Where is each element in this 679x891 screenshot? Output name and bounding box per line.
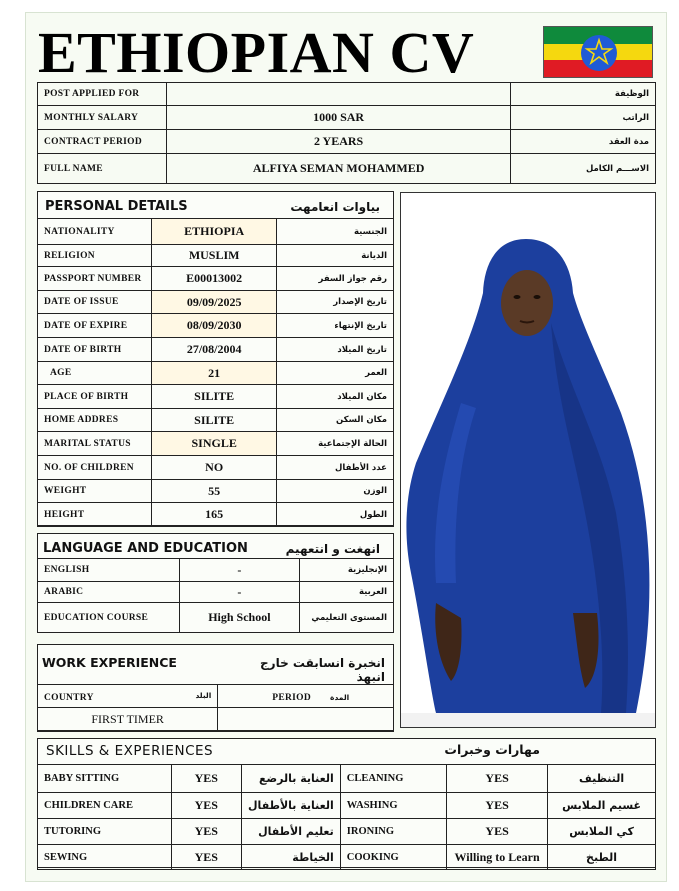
table-row [38,708,394,732]
home-address-label: HOME ADDRES [38,409,152,432]
weight-value: 55 [151,480,276,503]
candidate-photo [400,192,656,728]
table-row [38,385,394,409]
skill-ironing-value: YES [447,819,548,845]
expire-date-value: 08/09/2030 [151,314,276,338]
work-experience-heading: WORK EXPERIENCE [42,655,177,670]
period-ar: المدة [330,692,350,702]
contract-label: CONTRACT PERIOD [38,130,167,154]
country-label: COUNTRY [44,692,94,703]
marital-status-label: MARITAL STATUS [38,432,152,456]
skill-sewing: SEWING [38,845,172,870]
birth-date-label: DATE OF BIRTH [38,338,152,362]
table-row [38,685,394,708]
weight-label: WEIGHT [38,480,152,503]
birth-place-label: PLACE OF BIRTH [38,385,152,409]
table-row [38,765,656,793]
contract-value: 2 YEARS [166,130,510,154]
age-label: AGE [38,362,152,385]
personal-table [37,218,394,527]
skill-washing-value: YES [447,793,548,819]
weight-ar: الوزن [277,480,394,503]
table-row [38,291,394,314]
skill-tutoring: TUTORING [38,819,172,845]
skill-children-care-value: YES [171,793,241,819]
children-ar: عدد الأطفال [277,456,394,480]
english-value: - [179,559,299,582]
arabic-label: ARABIC [38,582,180,603]
table-row [38,245,394,267]
table-row [38,130,656,154]
arabic-value: - [179,582,299,603]
table-row [38,582,394,603]
skill-ironing-ar: كي الملابس [548,819,656,845]
age-ar: العمر [277,362,394,385]
full-name-label: FULL NAME [38,154,167,184]
full-name-value: ALFIYA SEMAN MOHAMMED [166,154,510,184]
birth-place-ar: مكان الميلاد [277,385,394,409]
table-row [38,83,656,106]
height-value: 165 [151,503,276,527]
table-row [38,432,394,456]
education-ar: المستوى التعليمي [300,603,394,633]
birth-date-ar: تاريخ الميلاد [277,338,394,362]
salary-label: MONTHLY SALARY [38,106,167,130]
english-ar: الإنجليزية [300,559,394,582]
table-row [38,338,394,362]
nationality-label: NATIONALITY [38,219,152,245]
education-label: EDUCATION COURSE [38,603,180,633]
work-country-value: FIRST TIMER [38,708,218,732]
table-row [38,603,394,633]
expire-date-ar: تاريخ الإنتهاء [277,314,394,338]
issue-date-label: DATE OF ISSUE [38,291,152,314]
skill-baby-sitting: BABY SITTING [38,765,172,793]
nationality-ar: الجنسية [277,219,394,245]
english-label: ENGLISH [38,559,180,582]
cv-title: ETHIOPIAN CV [38,20,475,85]
religion-label: RELIGION [38,245,152,267]
table-row [38,409,394,432]
issue-date-value: 09/09/2025 [151,291,276,314]
skill-cleaning-ar: التنظيف [548,765,656,793]
religion-ar: الديانة [277,245,394,267]
skill-sewing-ar: الخياطة [242,845,341,870]
religion-value: MUSLIM [151,245,276,267]
expire-date-label: DATE OF EXPIRE [38,314,152,338]
post-applied-value [166,83,510,106]
skill-baby-sitting-ar: العناية بالرضع [242,765,341,793]
skill-tutoring-ar: تعليم الأطفال [242,819,341,845]
period-label: PERIOD [272,692,312,703]
marital-status-value: SINGLE [151,432,276,456]
table-row [38,559,394,582]
height-label: HEIGHT [38,503,152,527]
skills-heading: SKILLS & EXPERIENCES [46,743,214,759]
table-row [38,793,656,819]
table-row [38,819,656,845]
marital-status-ar: الحالة الإجتماعية [277,432,394,456]
personal-details-heading: PERSONAL DETAILS [45,199,188,214]
table-row [38,362,394,385]
issue-date-ar: تاريخ الإصدار [277,291,394,314]
table-row [38,845,656,870]
language-table [37,558,394,633]
table-row [38,503,394,527]
ethiopia-flag-icon [543,26,653,78]
table-row [38,314,394,338]
post-applied-label: POST APPLIED FOR [38,83,167,106]
full-name-ar: الاســـم الكامل [511,154,656,184]
skill-baby-sitting-value: YES [171,765,241,793]
table-row [38,106,656,130]
arabic-ar: العربية [300,582,394,603]
table-row [38,219,394,245]
nationality-value: ETHIOPIA [151,219,276,245]
language-heading: LANGUAGE AND EDUCATION [43,541,248,556]
skill-cleaning: CLEANING [340,765,446,793]
contract-ar: مدة العقد [511,130,656,154]
passport-value: E00013002 [151,267,276,291]
country-ar: البلد [195,690,212,700]
work-period-value [218,708,394,732]
skill-washing-ar: غسيم الملابس [548,793,656,819]
country-header [38,685,218,708]
language-heading-ar: انهغت و انتعهيم [285,542,380,556]
post-applied-ar: الوظيفة [511,83,656,106]
work-table [37,684,394,732]
personal-details-heading-ar: بياوات انعامهت [290,200,380,214]
skills-heading-ar: مهارات وخبرات [444,742,540,757]
skill-children-care: CHILDREN CARE [38,793,172,819]
birth-place-value: SILITE [151,385,276,409]
table-row [38,456,394,480]
skill-washing: WASHING [340,793,446,819]
birth-date-value: 27/08/2004 [151,338,276,362]
passport-ar: رقم جواز السفر [277,267,394,291]
home-address-value: SILITE [151,409,276,432]
skill-tutoring-value: YES [171,819,241,845]
skill-children-care-ar: العناية بالأطفال [242,793,341,819]
skill-ironing: IRONING [340,819,446,845]
skills-table [37,764,656,870]
table-row [38,267,394,291]
height-ar: الطول [277,503,394,527]
skill-cleaning-value: YES [447,765,548,793]
children-value: NO [151,456,276,480]
home-address-ar: مكان السكن [277,409,394,432]
skill-cooking: COOKING [340,845,446,870]
work-experience-heading-ar: انخبرة انسابقت خارج انبهذ [260,656,385,684]
skill-cooking-value: Willing to Learn [447,845,548,870]
table-row [38,154,656,184]
skill-cooking-ar: الطبخ [548,845,656,870]
period-header [218,685,394,708]
salary-ar: الراتب [511,106,656,130]
job-table [37,82,656,184]
skill-sewing-value: YES [171,845,241,870]
age-value: 21 [151,362,276,385]
passport-label: PASSPORT NUMBER [38,267,152,291]
table-row [38,480,394,503]
salary-value: 1000 SAR [166,106,510,130]
education-value: High School [179,603,299,633]
children-label: NO. OF CHILDREN [38,456,152,480]
